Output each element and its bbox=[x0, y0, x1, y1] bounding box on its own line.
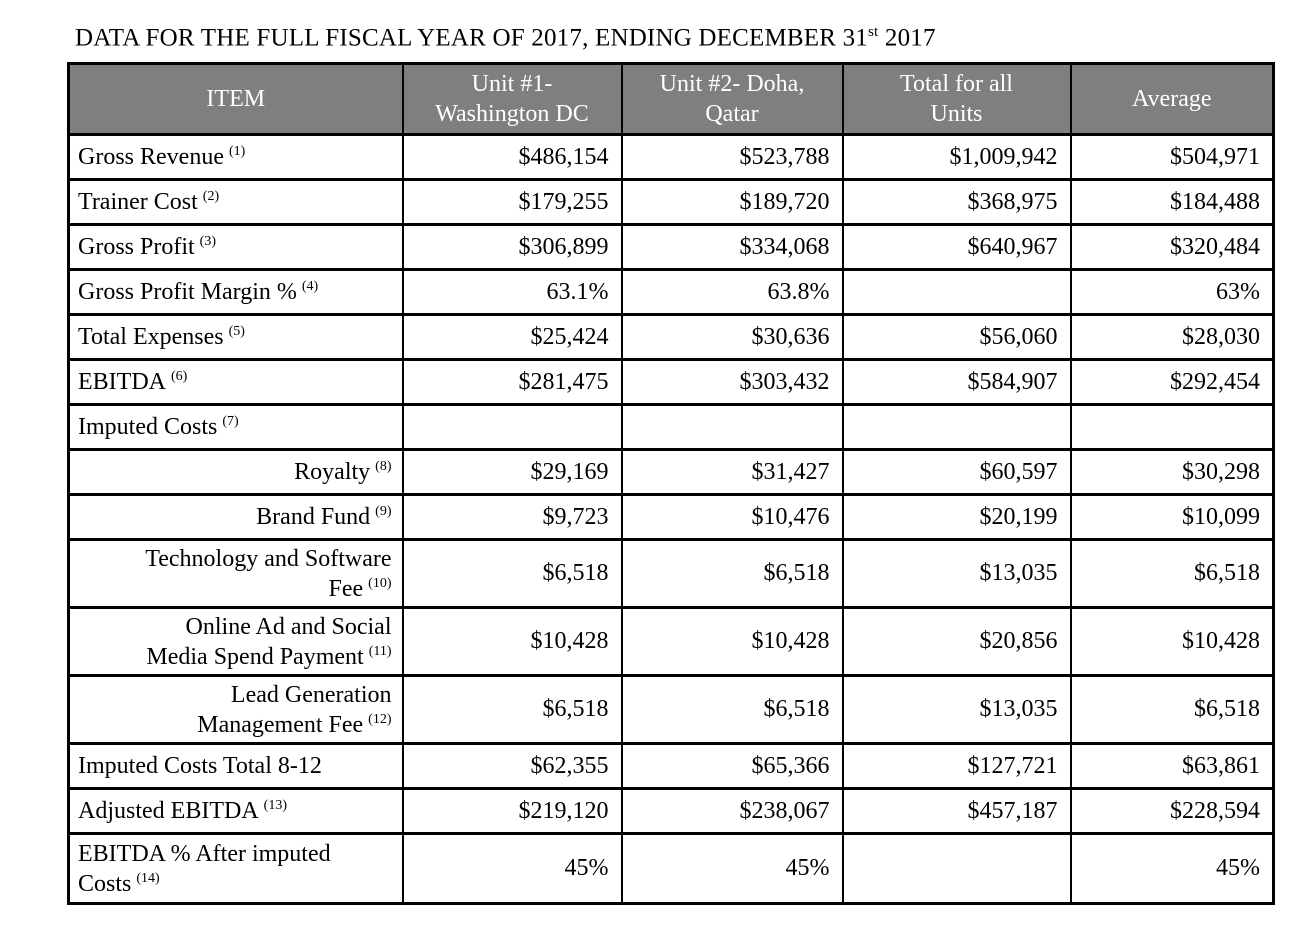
value-cell: $56,060 bbox=[843, 315, 1071, 360]
header-line: Unit #2- Doha, bbox=[659, 71, 805, 98]
value-cell bbox=[843, 834, 1071, 904]
value-cell: $60,597 bbox=[843, 450, 1071, 495]
value-cell: $640,967 bbox=[843, 225, 1071, 270]
value-cell: $238,067 bbox=[622, 789, 843, 834]
value-cell bbox=[622, 405, 843, 450]
table-row-imputed-costs-total bbox=[69, 744, 1274, 789]
table-row-ebitda bbox=[69, 360, 1274, 405]
title-suffix: 2017 bbox=[884, 24, 936, 52]
value-cell: $179,255 bbox=[403, 180, 622, 225]
item-label bbox=[69, 789, 403, 834]
value-cell: $29,169 bbox=[403, 450, 622, 495]
value-cell: 45% bbox=[1071, 834, 1274, 904]
value-cell: $13,035 bbox=[843, 540, 1071, 608]
value-cell: $303,432 bbox=[622, 360, 843, 405]
table-row-gross-revenue bbox=[69, 135, 1274, 180]
value-cell: $486,154 bbox=[403, 135, 622, 180]
item-label bbox=[69, 834, 403, 904]
table-row-imputed-costs-header bbox=[69, 405, 1274, 450]
item-label bbox=[69, 495, 403, 540]
value-cell: $10,428 bbox=[622, 608, 843, 676]
table-row-trainer-cost bbox=[69, 180, 1274, 225]
item-label bbox=[69, 180, 403, 225]
table-row-brand-fund bbox=[69, 495, 1274, 540]
table-row-ebitda-pct-after-imputed bbox=[69, 834, 1274, 904]
value-cell: $25,424 bbox=[403, 315, 622, 360]
value-cell: $20,856 bbox=[843, 608, 1071, 676]
table-row-lead-generation-fee bbox=[69, 676, 1274, 744]
value-cell: $189,720 bbox=[622, 180, 843, 225]
item-text: Total Expenses bbox=[78, 324, 224, 351]
value-cell bbox=[843, 270, 1071, 315]
value-cell: 63.1% bbox=[403, 270, 622, 315]
item-label bbox=[69, 744, 403, 789]
item-label bbox=[69, 450, 403, 495]
column-header-unit1 bbox=[403, 64, 622, 135]
table-row-total-expenses bbox=[69, 315, 1274, 360]
item-label bbox=[69, 676, 403, 744]
value-cell: $62,355 bbox=[403, 744, 622, 789]
item-label bbox=[69, 405, 403, 450]
value-cell: 45% bbox=[622, 834, 843, 904]
value-cell: $6,518 bbox=[403, 676, 622, 744]
value-cell: $6,518 bbox=[1071, 540, 1274, 608]
value-cell: $1,009,942 bbox=[843, 135, 1071, 180]
footnote-ref: (8) bbox=[375, 459, 392, 475]
item-text: Technology and Software Fee bbox=[145, 545, 392, 602]
value-cell: $9,723 bbox=[403, 495, 622, 540]
value-cell: $127,721 bbox=[843, 744, 1071, 789]
header-line: Qatar bbox=[705, 101, 759, 128]
footnote-ref: (5) bbox=[228, 324, 245, 340]
header-line: Washington DC bbox=[435, 101, 589, 128]
value-cell: $31,427 bbox=[622, 450, 843, 495]
value-cell: $219,120 bbox=[403, 789, 622, 834]
value-cell bbox=[403, 405, 622, 450]
value-cell: $504,971 bbox=[1071, 135, 1274, 180]
value-cell: $13,035 bbox=[843, 676, 1071, 744]
item-label bbox=[69, 270, 403, 315]
item-label bbox=[69, 608, 403, 676]
footnote-ref: (10) bbox=[368, 575, 392, 591]
value-cell: $10,476 bbox=[622, 495, 843, 540]
value-cell: $6,518 bbox=[403, 540, 622, 608]
value-cell: $368,975 bbox=[843, 180, 1071, 225]
column-header-item bbox=[69, 64, 403, 135]
value-cell: 63% bbox=[1071, 270, 1274, 315]
footnote-ref: (9) bbox=[375, 504, 392, 520]
footnote-ref: (2) bbox=[202, 189, 220, 205]
item-label bbox=[69, 315, 403, 360]
value-cell: $65,366 bbox=[622, 744, 843, 789]
item-text: Imputed Costs Total 8-12 bbox=[78, 753, 322, 780]
table-row-gross-profit bbox=[69, 225, 1274, 270]
value-cell: $228,594 bbox=[1071, 789, 1274, 834]
table-row-gross-profit-margin bbox=[69, 270, 1274, 315]
column-header-average bbox=[1071, 64, 1274, 135]
footnote-ref: (14) bbox=[136, 870, 160, 886]
item-label bbox=[69, 135, 403, 180]
column-header-unit2 bbox=[622, 64, 843, 135]
value-cell: $30,636 bbox=[622, 315, 843, 360]
item-text: Brand Fund bbox=[256, 504, 371, 531]
value-cell: $6,518 bbox=[1071, 676, 1274, 744]
value-cell: $306,899 bbox=[403, 225, 622, 270]
footnote-ref: (4) bbox=[301, 279, 319, 295]
item-text: Lead Generation Management Fee bbox=[197, 681, 392, 738]
item-text: Gross Profit bbox=[78, 234, 195, 261]
value-cell: $28,030 bbox=[1071, 315, 1274, 360]
value-cell: $6,518 bbox=[622, 676, 843, 744]
table-row-adjusted-ebitda bbox=[69, 789, 1274, 834]
item-text: EBITDA % After imputed Costs bbox=[78, 840, 331, 897]
value-cell: $184,488 bbox=[1071, 180, 1274, 225]
item-label bbox=[69, 540, 403, 608]
item-text: EBITDA bbox=[78, 369, 166, 396]
item-label bbox=[69, 225, 403, 270]
value-cell: 45% bbox=[403, 834, 622, 904]
item-text: Gross Profit Margin % bbox=[78, 279, 297, 306]
footnote-ref: (1) bbox=[228, 144, 246, 160]
value-cell: $20,199 bbox=[843, 495, 1071, 540]
header-line: Unit #1- bbox=[471, 71, 553, 98]
title-prefix: DATA FOR THE FULL FISCAL YEAR OF 2017, ENDING DECEMBER 31 bbox=[75, 24, 869, 52]
header-row bbox=[69, 64, 1274, 135]
value-cell: $584,907 bbox=[843, 360, 1071, 405]
value-cell: $281,475 bbox=[403, 360, 622, 405]
document-title bbox=[75, 24, 1290, 52]
value-cell: $320,484 bbox=[1071, 225, 1274, 270]
value-cell: 63.8% bbox=[622, 270, 843, 315]
column-header-total bbox=[843, 64, 1071, 135]
footnote-ref: (7) bbox=[222, 414, 239, 430]
header-line: Units bbox=[930, 101, 983, 128]
table-row-technology-software-fee bbox=[69, 540, 1274, 608]
item-text: Imputed Costs bbox=[78, 414, 218, 441]
value-cell: $523,788 bbox=[622, 135, 843, 180]
item-text: Adjusted EBITDA bbox=[78, 798, 259, 825]
footnote-ref: (3) bbox=[199, 234, 216, 250]
fiscal-data-table bbox=[67, 62, 1275, 905]
footnote-ref: (11) bbox=[368, 643, 392, 659]
value-cell: $63,861 bbox=[1071, 744, 1274, 789]
value-cell: $6,518 bbox=[622, 540, 843, 608]
value-cell: $292,454 bbox=[1071, 360, 1274, 405]
header-line: Average bbox=[1132, 86, 1212, 113]
value-cell bbox=[1071, 405, 1274, 450]
footnote-ref: (13) bbox=[263, 798, 287, 814]
value-cell: $457,187 bbox=[843, 789, 1071, 834]
footnote-ref: (6) bbox=[170, 369, 188, 385]
table-row-online-ad-social-media bbox=[69, 608, 1274, 676]
footnote-ref: (12) bbox=[368, 711, 392, 727]
value-cell: $334,068 bbox=[622, 225, 843, 270]
item-text: Gross Revenue bbox=[78, 144, 224, 171]
item-text: Trainer Cost bbox=[78, 189, 198, 216]
value-cell: $10,428 bbox=[1071, 608, 1274, 676]
header-line: ITEM bbox=[206, 86, 266, 113]
header-line: Total for all bbox=[900, 71, 1013, 98]
value-cell bbox=[843, 405, 1071, 450]
item-text: Royalty bbox=[294, 459, 371, 486]
item-label bbox=[69, 360, 403, 405]
title-superscript: st bbox=[868, 24, 879, 40]
value-cell: $30,298 bbox=[1071, 450, 1274, 495]
value-cell: $10,099 bbox=[1071, 495, 1274, 540]
table-row-royalty bbox=[69, 450, 1274, 495]
item-text: Online Ad and Social Media Spend Payment bbox=[146, 613, 392, 670]
value-cell: $10,428 bbox=[403, 608, 622, 676]
